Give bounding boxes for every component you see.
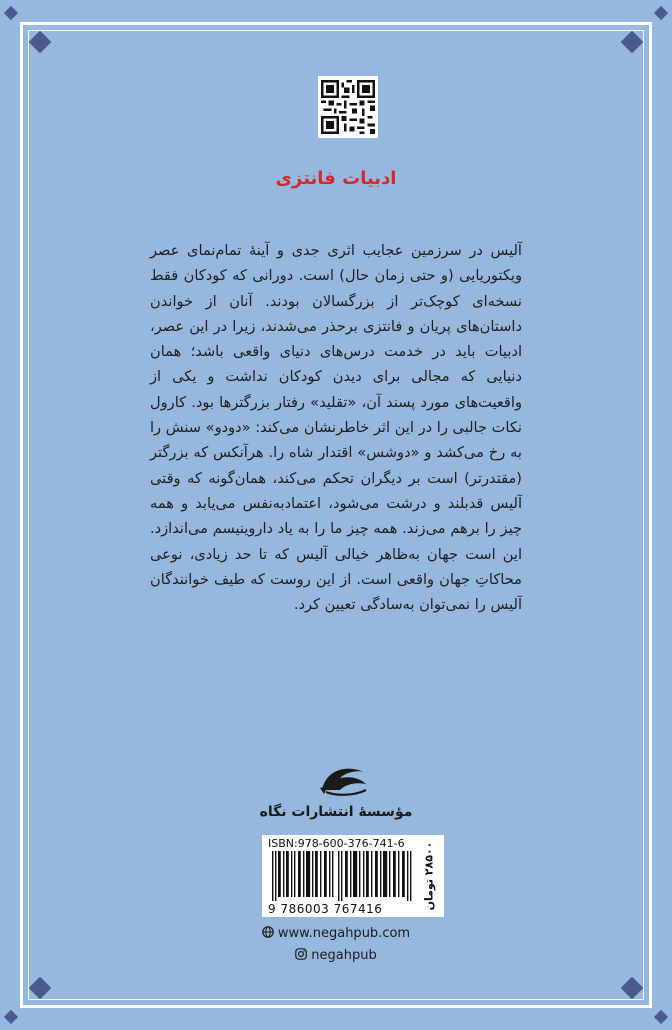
website-link[interactable]: www.negahpub.com xyxy=(277,926,411,941)
blurb-text: آلیس در سرزمین عجایب اثری جدی و آینهٔ تمام‌نمای عصر ویکتوریایی (و حتی زمان حال) است. دورانی که کودکان فقط نسخه‌ای کوچک‌تر از بزرگسالان بودند. آنان از خواندن داستان‌های پریان و فانتزی برحذر می‌شدند، زیرا در این عصر، ادبیات باید در خدمت درس‌های دنیای واقعی باشد؛ همان دنیایی که مجالی برای دیدن کودکان نداشت و یکی از واقعیت‌های مورد پسند آن، «تقلید» رفتار بزرگترها بود. کارول نکات جالبی را در این اثر خاطرنشان می‌کند: «دودو» سنش را به رخ می‌کشد و «دوشس» اقتدار شاه را. هرآنکس که بزرگتر (مقتدرتر) است بر دیگران تحکم می‌کند، همان‌گونه که وقتی آلیس قدبلند و درشت می‌شود، اعتمادبه‌نفس می‌یابد و همه چیز را برهم می‌زند. همه چیز ما را به یاد داروینیسم می‌اندازد. این است جهان به‌ظاهر خیالی آلیس که تا حد زیادی، نوعی محاکاتِ جهان واقعی است. از این روست که طیف خوانندگان آلیس را نمی‌توان به‌سادگی تعیین کرد. xyxy=(150,242,522,614)
barcode-label xyxy=(262,835,444,917)
edge-ornament xyxy=(654,1010,668,1024)
globe-icon xyxy=(262,926,274,938)
edge-ornament xyxy=(654,6,668,20)
section-title: ادبیات فانتزی xyxy=(275,168,397,189)
edge-ornament xyxy=(4,1010,18,1024)
barcode-number: 9 786003 767416 xyxy=(268,902,383,916)
qr-code[interactable] xyxy=(318,76,378,138)
edge-ornament xyxy=(4,6,18,20)
price-text: ۲۸۵۰۰ تومان xyxy=(422,841,436,911)
barcode xyxy=(268,851,414,901)
publisher-logo xyxy=(316,760,372,800)
website-line[interactable] xyxy=(0,926,672,941)
corner-ornament xyxy=(29,31,52,54)
price-label xyxy=(418,839,440,913)
corner-ornament xyxy=(621,31,644,54)
instagram-handle[interactable]: negahpub xyxy=(311,948,377,963)
corner-ornament xyxy=(29,977,52,1000)
corner-ornament xyxy=(621,977,644,1000)
instagram-icon xyxy=(295,948,307,960)
instagram-line[interactable] xyxy=(0,948,672,963)
isbn-text: ISBN:978-600-376-741-6 xyxy=(268,837,405,850)
publisher-name: مؤسسهٔ انتشارات نگاه xyxy=(259,804,413,820)
